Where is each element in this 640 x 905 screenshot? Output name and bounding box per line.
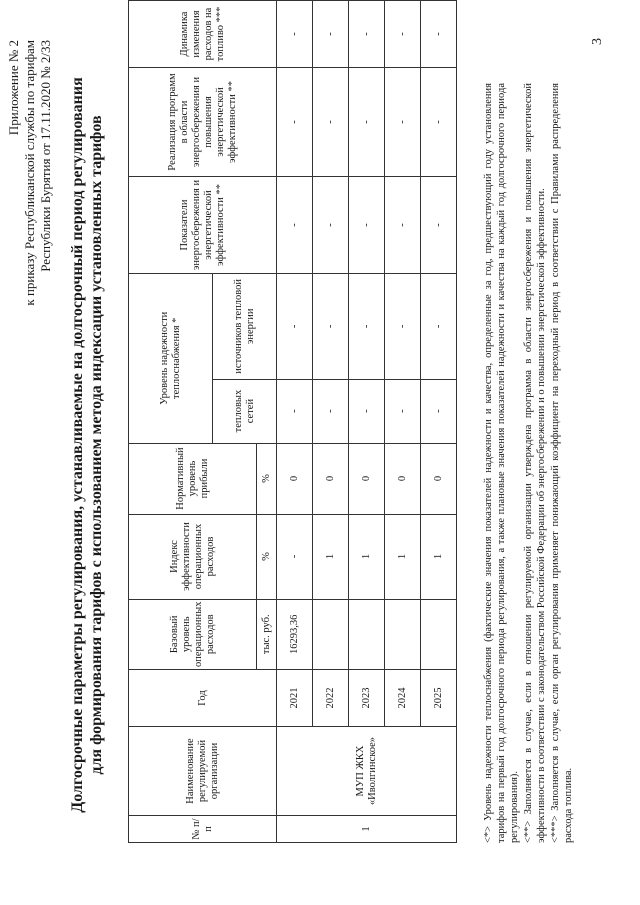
org-name: МУП ЖКХ «Иволгинское» (277, 727, 457, 816)
appendix-order-date: Республики Бурятия от 17.11.2020 № 2/33 (38, 40, 53, 272)
appendix-order-line: к приказу Республиканской службы по тарифам (22, 40, 37, 306)
cell-index: 1 (385, 514, 421, 599)
cell-src: - (421, 274, 457, 380)
cell-dynamics: - (349, 1, 385, 68)
header-programs: Реализация программ в области энергосбережения и повышения энергетической эффективности ** (129, 68, 277, 177)
header-energy: Показатели энергосбережения и энергетической эффективности ** (129, 177, 277, 274)
cell-net: - (313, 379, 349, 443)
org-num: 1 (277, 816, 457, 843)
unit-profit: % (257, 443, 277, 514)
footnote-energy-programs: <**> Заполняется в случае, если в отношении регулируемой организации утверждена программа в области энергосбережения и повышения энергетической эффективности в соответствии с законодательством Российской Федерации об энергосбережении и о повышении энергетической эффективности. (523, 83, 547, 843)
cell-year: 2022 (313, 670, 349, 727)
cell-dynamics: - (313, 1, 349, 68)
cell-programs: - (385, 68, 421, 177)
cell-programs: - (349, 68, 385, 177)
cell-profit: 0 (349, 443, 385, 514)
table-row (349, 1, 385, 843)
header-num: № п/п (129, 816, 277, 843)
footnote-fuel-dynamics: <***> Заполняется в случае, если орган регулирования применяет понижающий коэффициент на переходный период в соответствии с Правилами распределения расхода топлива. (550, 83, 574, 843)
cell-net: - (349, 379, 385, 443)
cell-base (385, 599, 421, 669)
cell-year: 2021 (277, 670, 313, 727)
header-index: Индекс эффективности операционных расходов (129, 514, 257, 599)
title-line-2: для формирования тарифов с использованием метода индексации установленных тарифов (88, 115, 105, 775)
cell-index: 1 (313, 514, 349, 599)
cell-energy: - (277, 177, 313, 274)
cell-programs: - (313, 68, 349, 177)
page-number: 3 (590, 38, 605, 45)
cell-dynamics: - (277, 1, 313, 68)
cell-year: 2023 (349, 670, 385, 727)
title-line-1: Долгосрочные параметры регулирования, устанавливаемые на долгосрочный период регулирования (69, 77, 86, 813)
cell-base: 16293,36 (277, 599, 313, 669)
cell-profit: 0 (385, 443, 421, 514)
document-title (68, 55, 106, 835)
subheader-heat-networks: тепловых сетей (213, 379, 277, 443)
appendix-number: Приложение № 2 (6, 40, 21, 136)
header-base: Базовый уровень операционных расходов (129, 599, 257, 669)
header-year: Год (129, 670, 277, 727)
header-reliability: Уровень надежности теплоснабжения * (129, 274, 213, 444)
cell-profit: 0 (277, 443, 313, 514)
cell-base (421, 599, 457, 669)
unit-index: % (257, 514, 277, 599)
cell-energy: - (385, 177, 421, 274)
footnote-reliability: <*> Уровень надежности теплоснабжения (фактические значения показателей надежности и качества, определенные за год, предшествующий году установления тарифов на первый год долгосрочного периода регулирования, а также плановые значения показателей надежности и качества на каждый год долгосрочного периода регулирования). (483, 83, 520, 843)
cell-dynamics: - (421, 1, 457, 68)
table-header-row (129, 1, 213, 843)
footnotes (482, 83, 576, 843)
cell-base (349, 599, 385, 669)
cell-src: - (349, 274, 385, 380)
unit-base: тыс. руб. (257, 599, 277, 669)
appendix-header (6, 40, 54, 306)
cell-year: 2024 (385, 670, 421, 727)
cell-net: - (421, 379, 457, 443)
cell-dynamics: - (385, 1, 421, 68)
cell-index: 1 (421, 514, 457, 599)
header-profit: Нормативный уровень прибыли (129, 443, 257, 514)
cell-energy: - (421, 177, 457, 274)
cell-index: 1 (349, 514, 385, 599)
cell-energy: - (349, 177, 385, 274)
cell-src: - (277, 274, 313, 380)
table-row (385, 1, 421, 843)
parameters-table (128, 0, 457, 843)
table-row (421, 1, 457, 843)
cell-programs: - (421, 68, 457, 177)
cell-programs: - (277, 68, 313, 177)
cell-profit: 0 (421, 443, 457, 514)
cell-base (313, 599, 349, 669)
header-dynamics: Динамика изменения расходов на топливо *** (129, 1, 277, 68)
header-org: Наименование регулируемой организации (129, 727, 277, 816)
cell-index: - (277, 514, 313, 599)
cell-profit: 0 (313, 443, 349, 514)
cell-energy: - (313, 177, 349, 274)
cell-net: - (277, 379, 313, 443)
cell-src: - (385, 274, 421, 380)
cell-year: 2025 (421, 670, 457, 727)
cell-src: - (313, 274, 349, 380)
cell-net: - (385, 379, 421, 443)
subheader-heat-sources: источников тепловой энергии (213, 274, 277, 380)
table-row (277, 1, 313, 843)
table-row (313, 1, 349, 843)
